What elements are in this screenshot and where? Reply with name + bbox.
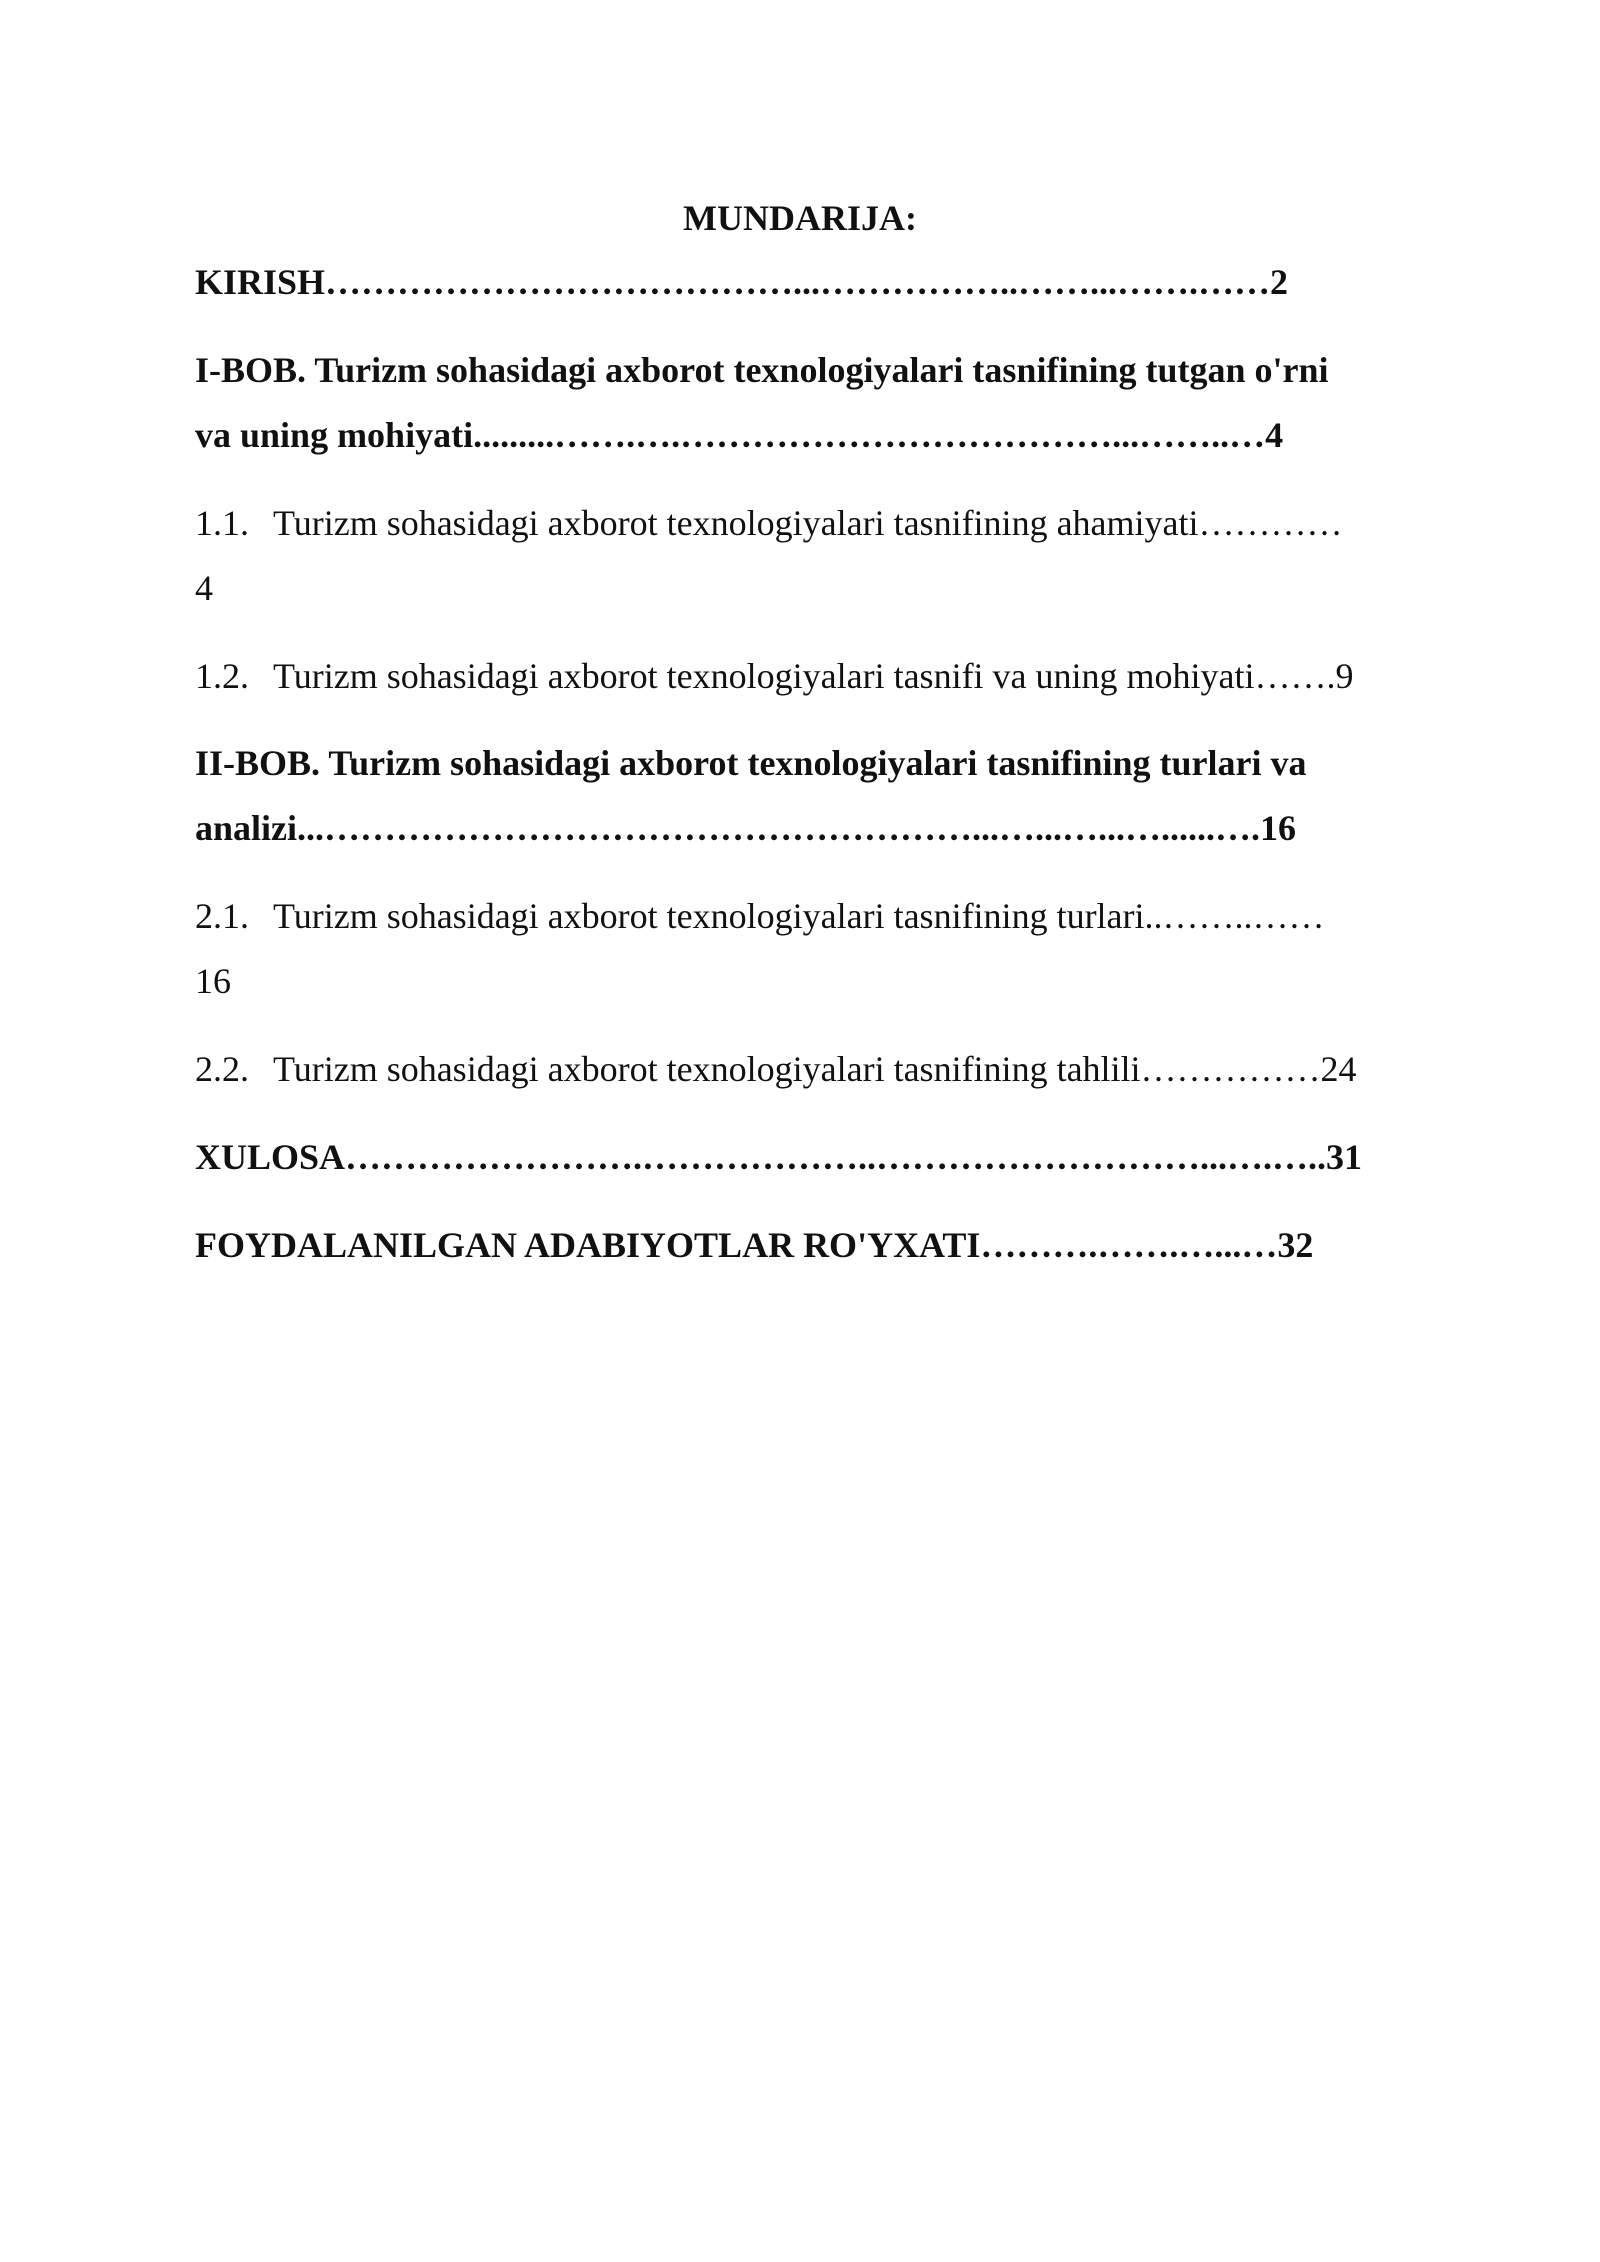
toc-section-number: 1.2. <box>195 656 249 696</box>
toc-entry-text: analizi...………………………………………………...…...…...…......….16 <box>195 808 1297 848</box>
toc-entry-xulosa <box>195 1131 1415 1183</box>
toc-entry-text: XULOSA…………………….………………..………………………...….…..31 <box>195 1137 1363 1177</box>
toc-section-number: 2.2. <box>195 1049 249 1089</box>
toc-section-number: 2.1. <box>195 896 249 936</box>
toc-entry-text: FOYDALANILGAN ADABIYOTLAR RO'YXATI……….…….…...…32 <box>195 1225 1314 1265</box>
toc-entry-section-1-1 <box>195 497 1415 549</box>
toc-entry-text: KIRISH…………………………………...……………..……...…….……2 <box>195 262 1289 302</box>
toc-entry-chapter-2-line-1 <box>195 737 1415 789</box>
toc-entry-text: Turizm sohasidagi axborot texnologiyalari tasnifi va uning mohiyati…….9 <box>273 656 1354 696</box>
toc-entry-chapter-1-line-2 <box>195 409 1415 461</box>
toc-entry-section-1-1-page <box>195 562 1415 614</box>
toc-entry-text: va uning mohiyati.........…….….………………………………...……..…4 <box>195 415 1284 455</box>
toc-page-number: 16 <box>195 961 231 1001</box>
toc-page-number: 4 <box>195 568 213 608</box>
toc-entry-chapter-1-line-1 <box>195 344 1415 396</box>
toc-section-number: 1.1. <box>195 503 249 543</box>
toc-entry-text: Turizm sohasidagi axborot texnologiyalari tasnifining tahlili……………24 <box>273 1049 1357 1089</box>
toc-entry-section-1-2 <box>195 650 1415 702</box>
toc-entry-section-2-1-page <box>195 955 1415 1007</box>
toc-entry-text: I-BOB. Turizm sohasidagi axborot texnologiyalari tasnifining tutgan o'rni <box>195 350 1329 390</box>
toc-entry-text: II-BOB. Turizm sohasidagi axborot texnologiyalari tasnifining turlari va <box>195 743 1307 783</box>
toc-entry-kirish <box>195 256 1415 308</box>
toc-entry-section-2-1 <box>195 890 1415 942</box>
toc-entry-chapter-2-line-2 <box>195 802 1415 854</box>
toc-entry-bibliography <box>195 1219 1415 1271</box>
toc-entry-text: Turizm sohasidagi axborot texnologiyalari tasnifining turlari..……..…… <box>273 896 1325 936</box>
toc-entry-section-2-2 <box>195 1043 1415 1095</box>
toc-title: MUNDARIJA: <box>683 198 917 238</box>
toc-entry-text: Turizm sohasidagi axborot texnologiyalari tasnifining ahamiyati………… <box>273 503 1343 543</box>
